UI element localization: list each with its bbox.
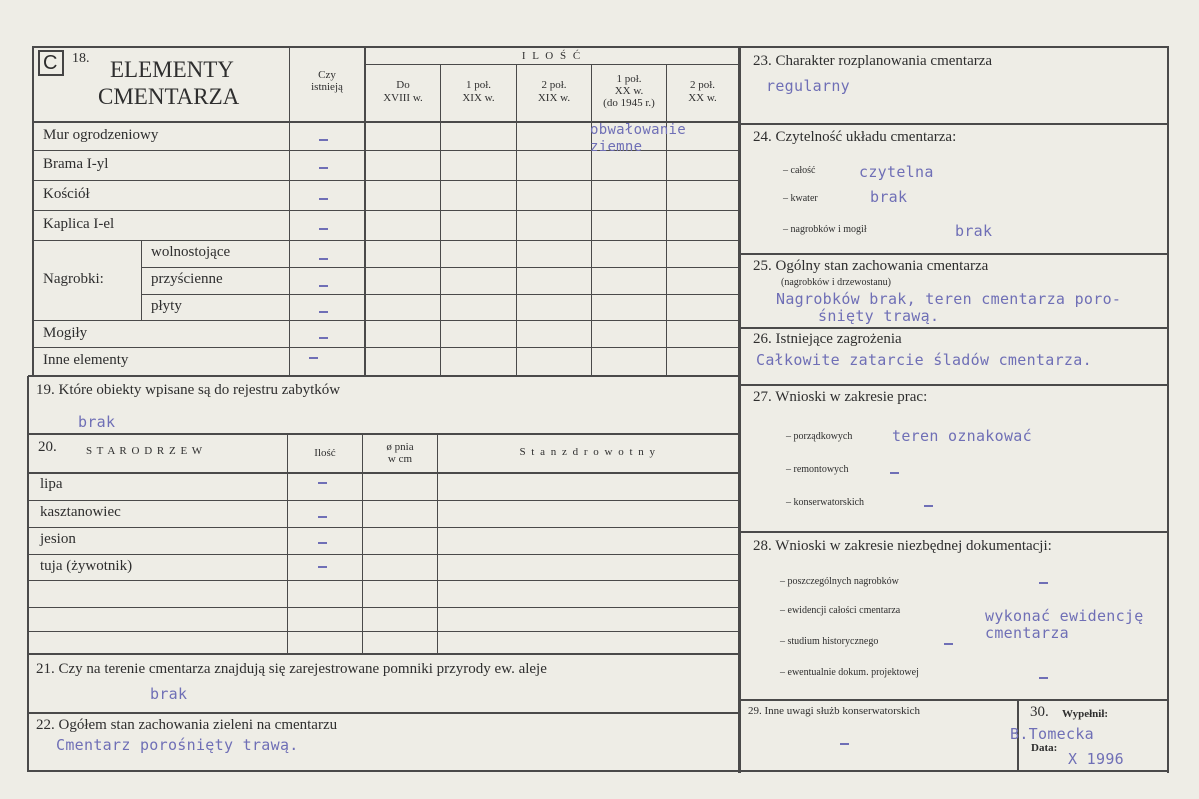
col-header-1b: XVIII w. <box>383 92 423 104</box>
dash-mark <box>1039 582 1048 584</box>
grid-v <box>437 434 438 654</box>
dash-mark <box>319 258 328 260</box>
s24-kwater-label: – kwater <box>783 193 818 204</box>
grid-h <box>740 384 1168 386</box>
dash-mark <box>318 542 327 544</box>
grid-h <box>33 347 738 348</box>
grid-h <box>28 433 740 435</box>
dash-mark <box>890 472 899 474</box>
s24-calosc-value: czytelna <box>859 163 934 181</box>
row-brama: Brama I-yl <box>43 156 109 172</box>
grid-h <box>28 631 740 632</box>
section-27-label: 27. Wnioski w zakresie prac: <box>753 389 928 405</box>
dash-mark <box>319 285 328 287</box>
dash-mark <box>319 337 328 339</box>
grid-h <box>740 699 1168 701</box>
grid-h <box>740 123 1168 125</box>
dash-mark <box>1039 677 1048 679</box>
grid-h <box>141 294 738 295</box>
row-przyscienne: przyścienne <box>151 271 223 287</box>
grid-h <box>28 712 740 714</box>
section-20-ilosc: Ilość <box>314 447 336 459</box>
section-19-value: brak <box>78 413 116 431</box>
row-plyty: płyty <box>151 298 182 314</box>
frame-bottom <box>27 770 1169 772</box>
dash-mark <box>319 228 328 230</box>
section-25-sub: (nagrobków i drzewostanu) <box>781 277 891 288</box>
section-23-label: 23. Charakter rozplanowania cmentarza <box>753 53 993 69</box>
grid-v <box>516 64 517 376</box>
col-header-2: 1 poł. <box>465 79 492 91</box>
grid-h <box>33 240 738 241</box>
grid-v <box>141 240 142 320</box>
col-header-4b: XX w. <box>614 85 644 97</box>
s28-d1-label: – poszczególnych nagrobków <box>780 576 899 587</box>
section-26-label: 26. Istniejące zagrożenia <box>753 331 902 347</box>
col-header-5: 2 poł. <box>689 79 716 91</box>
section-18-title-1: ELEMENTY <box>110 57 234 82</box>
grid-h <box>740 327 1168 329</box>
row-nagrobki: Nagrobki: <box>43 271 104 287</box>
dash-mark <box>319 198 328 200</box>
s24-nagr-value: brak <box>955 222 993 240</box>
tree-jesion: jesion <box>40 531 76 547</box>
grid-h <box>33 180 738 181</box>
col-header-1: Do <box>396 79 410 91</box>
grid-h <box>366 64 738 65</box>
section-23-value: regularny <box>766 77 850 95</box>
section-20-title: S T A R O D R Z E W <box>86 445 204 457</box>
section-21-label: 21. Czy na terenie cmentarza znajdują się zarejestrowane pomniki przyrody ew. aleje <box>36 661 547 677</box>
grid-v <box>287 434 288 654</box>
section-22-label: 22. Ogółem stan zachowania zieleni na cmentarzu <box>36 717 338 733</box>
section-30-number: 30. <box>1030 704 1049 720</box>
dash-mark <box>924 505 933 507</box>
grid-h <box>28 653 740 655</box>
section-25-label: 25. Ogólny stan zachowania cmentarza <box>753 258 989 274</box>
section-30-label: Wypełnił: <box>1062 708 1109 720</box>
mur-note-2: ziemne <box>590 139 643 155</box>
section-20-number: 20. <box>38 439 57 455</box>
section-25-value-1: Nagrobków brak, teren cmentarza poro- <box>776 290 1122 308</box>
row-inne: Inne elementy <box>43 352 129 368</box>
col-header-2b: XIX w. <box>462 92 495 104</box>
section-30-date: X 1996 <box>1068 750 1124 768</box>
section-20-pnia-1: ø pnia <box>386 441 414 453</box>
s24-kwater-value: brak <box>870 188 908 206</box>
frame-mid-vertical <box>738 46 741 773</box>
s28-d2-value-2: cmentarza <box>985 624 1069 642</box>
col-header-5b: XX w. <box>688 92 717 104</box>
s27-p2-label: – remontowych <box>786 464 849 475</box>
section-30-name: B.Tomecka <box>1010 725 1094 743</box>
tree-tuja: tuja (żywotnik) <box>40 558 133 574</box>
dash-mark <box>309 357 318 359</box>
section-21-value: brak <box>150 685 188 703</box>
col-header-4: 1 poł. <box>616 73 642 85</box>
s28-d3-label: – studium historycznego <box>780 636 879 647</box>
grid-h <box>28 554 740 555</box>
dash-mark <box>318 516 327 518</box>
section-22-value: Cmentarz porośnięty trawą. <box>56 736 299 754</box>
dash-mark <box>319 311 328 313</box>
row-mur: Mur ogrodzeniowy <box>43 127 159 143</box>
grid-v <box>289 46 290 376</box>
col-header-3b: XIX w. <box>537 92 571 104</box>
dash-mark <box>944 643 953 645</box>
row-wolnostojace: wolnostojące <box>151 244 231 260</box>
row-mogily: Mogiły <box>43 325 88 341</box>
grid-v <box>666 64 667 376</box>
grid-h <box>740 253 1168 255</box>
dash-mark <box>318 566 327 568</box>
grid-h <box>28 375 740 377</box>
grid-h <box>141 267 738 268</box>
dash-mark <box>319 167 328 169</box>
s28-d4-label: – ewentualnie dokum. projektowej <box>780 667 919 678</box>
section-24-label: 24. Czytelność układu cmentarza: <box>753 129 957 145</box>
section-26-value: Całkowite zatarcie śladów cmentarza. <box>756 351 1092 369</box>
czy-header-1: Czy <box>318 69 336 81</box>
frame-right <box>1167 46 1169 773</box>
grid-h <box>28 580 740 581</box>
section-20-stan: S t a n z d r o w o t n y <box>519 446 657 458</box>
grid-v <box>362 434 363 654</box>
grid-h <box>28 472 740 474</box>
grid-h <box>28 527 740 528</box>
s24-calosc-label: – całość <box>783 165 816 176</box>
section-18-title-2: CMENTARZA <box>98 84 240 109</box>
s28-d2-label: – ewidencji całości cmentarza <box>780 605 901 616</box>
s27-p1-value: teren oznakować <box>892 427 1032 445</box>
tree-lipa: lipa <box>40 476 63 492</box>
col-header-4c: (do 1945 r.) <box>603 97 655 109</box>
grid-h <box>740 531 1168 533</box>
grid-v <box>591 64 592 376</box>
s28-d2-value-1: wykonać ewidencję <box>985 607 1144 625</box>
section-30-date-label: Data: <box>1031 742 1058 754</box>
dash-mark <box>840 743 849 745</box>
row-kaplica: Kaplica I-el <box>43 216 115 232</box>
section-29-label: 29. Inne uwagi służb konserwatorskich <box>748 705 920 717</box>
s27-p3-label: – konserwatorskich <box>786 497 865 508</box>
section-18-number: 18. <box>72 51 90 66</box>
section-19-label: 19. Które obiekty wpisane są do rejestru zabytków <box>36 382 341 398</box>
s27-p1-label: – porządkowych <box>786 431 853 442</box>
mur-note-1: obwałowanie <box>590 122 687 138</box>
section-20-pnia-2: w cm <box>387 453 413 465</box>
section-28-label: 28. Wnioski w zakresie niezbędnej dokumentacji: <box>753 538 1052 554</box>
czy-header-2: istnieją <box>311 81 343 93</box>
grid-h <box>28 500 740 501</box>
grid-h <box>28 607 740 608</box>
s24-nagr-label: – nagrobków i mogił <box>783 224 867 235</box>
dash-mark <box>319 139 328 141</box>
tree-kasztanowiec: kasztanowiec <box>40 504 121 520</box>
section-25-value-2: śnięty trawą. <box>818 307 940 325</box>
grid-h <box>33 210 738 211</box>
grid-h <box>33 320 738 321</box>
frame-left <box>32 46 34 376</box>
grid-v <box>440 64 441 376</box>
ilosc-header: I L O Ś Ć <box>521 50 583 62</box>
section-letter: C <box>43 52 58 74</box>
row-kosciol: Kościół <box>43 186 90 202</box>
frame-top <box>33 46 1169 48</box>
dash-mark <box>318 482 327 484</box>
col-header-3: 2 poł. <box>541 79 567 91</box>
